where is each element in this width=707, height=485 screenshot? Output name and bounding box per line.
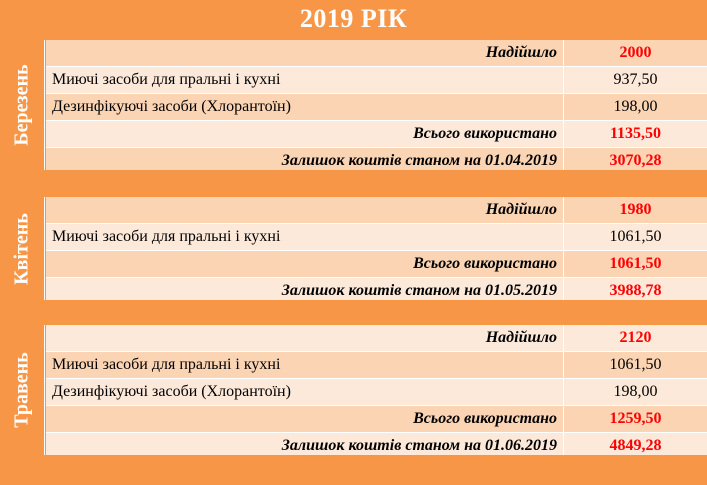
total-value: 1135,50: [609, 125, 662, 142]
month-label-cell: [0, 40, 45, 171]
total-value: 1259,50: [609, 410, 662, 427]
section-rows: [46, 325, 707, 459]
month-label-cell: [0, 197, 45, 301]
total-row: [46, 121, 707, 148]
received-label: Надійшло: [46, 325, 564, 351]
item-row: [46, 67, 707, 94]
total-label: Всього використано: [46, 406, 564, 432]
item-amount: 1061,50: [609, 356, 662, 373]
total-value: 1061,50: [609, 255, 662, 272]
received-row: [46, 325, 707, 352]
balance-value: 3988,78: [609, 281, 662, 299]
item-row: [46, 94, 707, 121]
section-may: [0, 325, 707, 455]
received-value: 2120: [619, 329, 652, 346]
item-amount: 1061,50: [609, 228, 662, 245]
section-march: [0, 40, 707, 170]
received-label: Надійшло: [46, 197, 564, 223]
month-label-cell: [0, 325, 45, 456]
item-row: [46, 224, 707, 251]
item-name: Миючі засоби для пральні і кухні: [46, 352, 564, 378]
item-row: [46, 352, 707, 379]
balance-label: Залишок коштів станом на 01.06.2019: [46, 433, 564, 458]
month-label: Квітень: [10, 212, 33, 285]
balance-label: Залишок коштів станом на 01.05.2019: [46, 278, 564, 303]
section-rows: [46, 40, 707, 174]
month-label: Травень: [10, 352, 33, 428]
total-row: [46, 406, 707, 433]
received-value: 2000: [619, 44, 652, 61]
total-row: [46, 251, 707, 278]
item-amount: 198,00: [613, 98, 658, 115]
item-name: Дезинфікуючі засоби (Хлорантоїн): [46, 94, 564, 120]
month-label: Березень: [10, 64, 33, 146]
item-name: Миючі засоби для пральні і кухні: [46, 224, 564, 250]
balance-value: 3070,28: [609, 151, 662, 169]
item-amount: 198,00: [613, 383, 658, 400]
received-value: 1980: [619, 201, 652, 218]
item-row: [46, 379, 707, 406]
balance-label: Залишок коштів станом на 01.04.2019: [46, 148, 564, 173]
section-separator: [0, 300, 707, 325]
item-name: Миючі засоби для пральні і кухні: [46, 67, 564, 93]
total-label: Всього використано: [46, 251, 564, 277]
table-title: 2019 РІК: [0, 0, 707, 38]
item-amount: 937,50: [613, 71, 658, 88]
section-rows: [46, 197, 707, 304]
section-april: [0, 197, 707, 300]
section-separator: [0, 455, 707, 485]
total-label: Всього використано: [46, 121, 564, 147]
received-label: Надійшло: [46, 40, 564, 66]
received-row: [46, 40, 707, 67]
received-row: [46, 197, 707, 224]
section-separator: [0, 170, 707, 197]
item-name: Дезинфікуючі засоби (Хлорантоїн): [46, 379, 564, 405]
balance-value: 4849,28: [609, 436, 662, 454]
